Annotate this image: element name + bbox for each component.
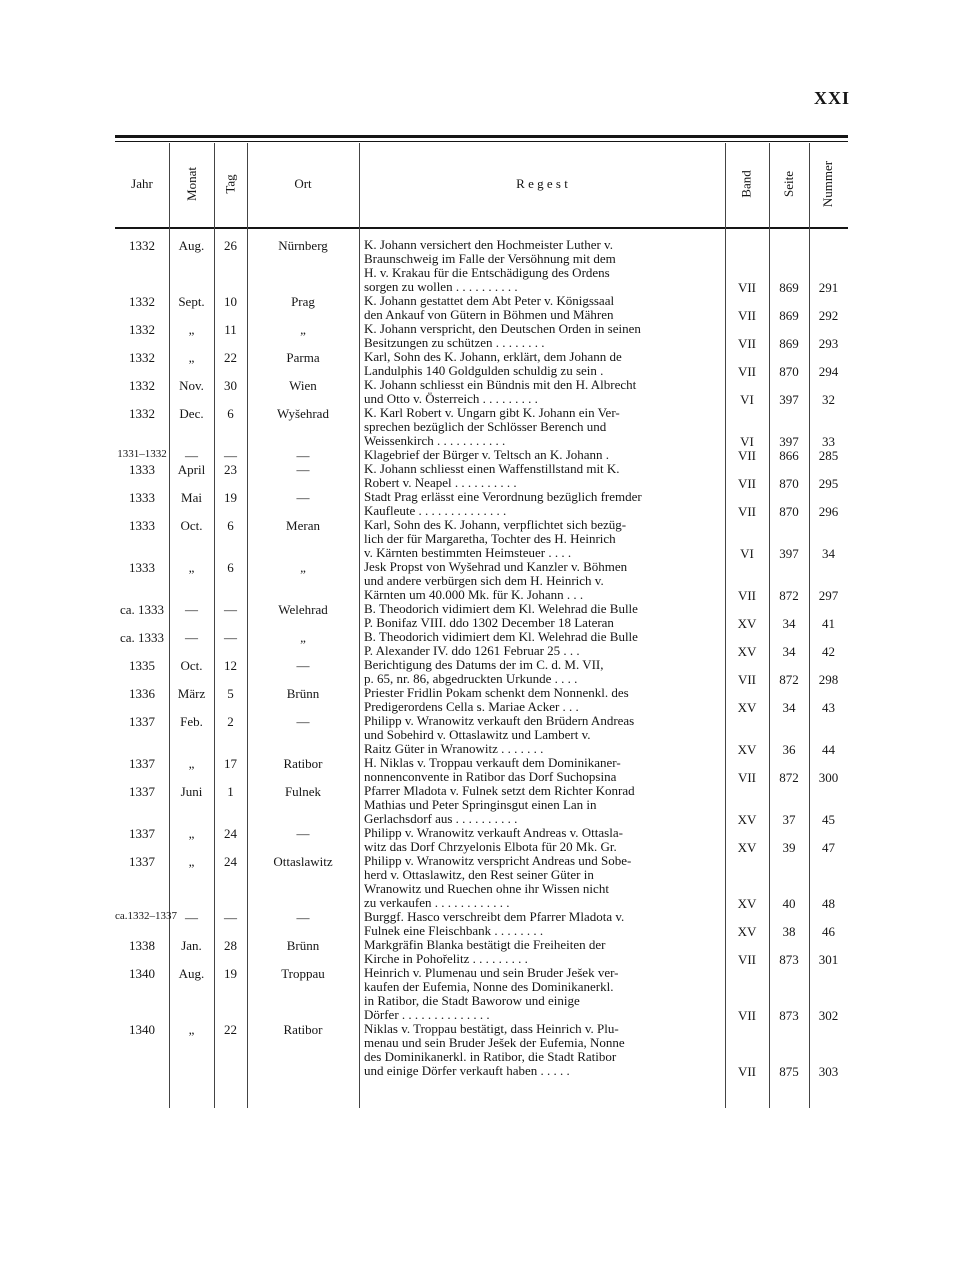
table-row bbox=[0, 518, 960, 560]
regest-line: K. Johann versichert den Hochmeister Luther v. bbox=[364, 238, 613, 252]
cell-ort: „ bbox=[300, 322, 306, 337]
regest-line: Predigerordens Cella s. Mariae Acker . . . bbox=[364, 700, 579, 714]
regest-line: K. Johann schliesst ein Bündnis mit den H. Albrecht bbox=[364, 378, 637, 392]
cell-nummer: 44 bbox=[822, 742, 835, 757]
regest-line: den Ankauf von Gütern in Böhmen und Mähren bbox=[364, 308, 614, 322]
cell-monat: Mai bbox=[181, 490, 202, 505]
cell-seite: 870 bbox=[779, 504, 799, 519]
table-row bbox=[0, 294, 960, 322]
regest-line: Stadt Prag erlässt eine Verordnung bezüglich fremder bbox=[364, 490, 642, 504]
cell-tag: 19 bbox=[224, 490, 237, 505]
header-jahr: Jahr bbox=[131, 176, 153, 191]
cell-ort: Brünn bbox=[286, 686, 320, 701]
cell-regest bbox=[364, 686, 720, 714]
cell-monat: — bbox=[185, 448, 198, 463]
cell-tag: 30 bbox=[224, 378, 237, 393]
regest-line: Philipp v. Wranowitz verkauft den Brüdern Andreas bbox=[364, 714, 635, 728]
regest-line: witz das Dorf Chrzyelonis Elbota für 20 Mk. Gr. bbox=[364, 840, 617, 854]
cell-jahr: 1332 bbox=[129, 294, 155, 309]
table-row bbox=[0, 686, 960, 714]
cell-monat: „ bbox=[188, 322, 195, 337]
cell-jahr: 1333 bbox=[129, 490, 155, 505]
regest-line: Gerlachsdorf aus . . . . . . . . . . bbox=[364, 812, 518, 826]
regest-line: p. 65, nr. 86, abgedruckten Urkunde . . . . bbox=[364, 672, 578, 686]
cell-band: VII bbox=[737, 476, 757, 491]
cell-ort: Nürnberg bbox=[278, 238, 328, 253]
table-row bbox=[0, 462, 960, 490]
cell-band: VI bbox=[740, 434, 754, 449]
cell-regest bbox=[364, 784, 720, 826]
table-row bbox=[0, 784, 960, 826]
cell-tag: 6 bbox=[227, 406, 234, 421]
cell-tag: — bbox=[224, 602, 237, 617]
cell-seite: 869 bbox=[779, 336, 799, 351]
table-row bbox=[0, 658, 960, 686]
header-tag: Tag bbox=[222, 174, 238, 194]
header-nummer: Nummer bbox=[820, 160, 836, 208]
cell-nummer: 45 bbox=[822, 812, 835, 827]
cell-nummer: 48 bbox=[822, 896, 835, 911]
header-top-rule-thin bbox=[115, 141, 848, 142]
cell-ort: — bbox=[296, 490, 310, 505]
cell-band: VII bbox=[737, 280, 757, 295]
cell-seite: 397 bbox=[779, 546, 799, 561]
table-row bbox=[0, 406, 960, 448]
table-row bbox=[0, 938, 960, 966]
cell-nummer: 34 bbox=[822, 546, 835, 561]
cell-ort: — bbox=[296, 462, 310, 477]
cell-nummer: 46 bbox=[822, 924, 835, 939]
cell-band: VII bbox=[737, 448, 757, 463]
cell-monat: „ bbox=[188, 350, 195, 365]
cell-jahr: 1338 bbox=[129, 938, 155, 953]
cell-regest bbox=[364, 378, 720, 406]
cell-regest bbox=[364, 490, 720, 518]
cell-monat: Oct. bbox=[180, 518, 203, 533]
cell-seite: 873 bbox=[779, 952, 799, 967]
cell-nummer: 292 bbox=[818, 308, 839, 323]
cell-band: VI bbox=[740, 392, 754, 407]
regest-line: und einige Dörfer verkauft haben . . . . . bbox=[364, 1064, 570, 1078]
regest-line: in Ratibor, die Stadt Baworow und einige bbox=[364, 994, 580, 1008]
cell-jahr: ca. 1333 bbox=[119, 630, 165, 645]
regest-line: Besitzungen zu schützen . . . . . . . . bbox=[364, 336, 545, 350]
cell-band: VII bbox=[737, 1064, 757, 1079]
cell-tag: — bbox=[224, 448, 237, 463]
cell-tag: 19 bbox=[224, 966, 237, 981]
cell-tag: 12 bbox=[224, 658, 237, 673]
cell-seite: 36 bbox=[782, 742, 796, 757]
regest-line: Niklas v. Troppau bestätigt, dass Heinrich v. Plu- bbox=[364, 1022, 619, 1036]
regest-line: Burggf. Hasco verschreibt dem Pfarrer Mladota v. bbox=[364, 910, 625, 924]
header-ort: Ort bbox=[294, 176, 312, 191]
cell-tag: 5 bbox=[227, 686, 234, 701]
cell-ort: Wien bbox=[289, 378, 317, 393]
cell-monat: Feb. bbox=[180, 714, 203, 729]
cell-seite: 872 bbox=[779, 588, 799, 603]
regest-line: Robert v. Neapel . . . . . . . . . . bbox=[364, 476, 517, 490]
regest-line: Priester Fridlin Pokam schenkt dem Nonnenkl. des bbox=[364, 686, 629, 700]
cell-jahr: 1337 bbox=[129, 784, 155, 799]
cell-nummer: 300 bbox=[818, 770, 839, 785]
cell-regest bbox=[364, 448, 720, 462]
cell-regest bbox=[364, 630, 720, 658]
cell-ort: Ratibor bbox=[283, 1022, 323, 1037]
cell-tag: — bbox=[224, 630, 237, 645]
cell-regest bbox=[364, 238, 720, 294]
cell-jahr: ca. 1333 bbox=[119, 602, 165, 617]
regest-line: des Dominikanerkl. in Ratibor, die Stadt Ratibor bbox=[364, 1050, 617, 1064]
cell-ort: — bbox=[296, 448, 310, 463]
regest-line: sprechen bezüglich der Schlösser Berench und bbox=[364, 420, 607, 434]
cell-nummer: 302 bbox=[818, 1008, 839, 1023]
cell-regest bbox=[364, 462, 720, 490]
cell-jahr: 1332 bbox=[129, 378, 155, 393]
regest-line: B. Theodorich vidimiert dem Kl. Welehrad die Bulle bbox=[364, 630, 638, 644]
regest-line: Philipp v. Wranowitz verkauft Andreas v. Ottasla- bbox=[364, 826, 623, 840]
regest-line: B. Theodorich vidimiert dem Kl. Welehrad die Bulle bbox=[364, 602, 638, 616]
cell-monat: „ bbox=[188, 854, 195, 869]
cell-tag: 22 bbox=[224, 350, 237, 365]
cell-nummer: 301 bbox=[818, 952, 839, 967]
cell-ort: Prag bbox=[291, 294, 315, 309]
cell-monat: Oct. bbox=[180, 658, 203, 673]
cell-nummer: 285 bbox=[818, 448, 839, 463]
regest-line: Karl, Sohn des K. Johann, verpflichtet sich bezüg- bbox=[364, 518, 627, 532]
cell-band: VII bbox=[737, 364, 757, 379]
table-row bbox=[0, 910, 960, 938]
cell-nummer: 298 bbox=[818, 672, 839, 687]
cell-monat: Dec. bbox=[179, 406, 204, 421]
cell-nummer: 296 bbox=[818, 504, 839, 519]
cell-seite: 38 bbox=[782, 924, 796, 939]
table-row bbox=[0, 238, 960, 294]
cell-regest bbox=[364, 910, 720, 938]
regest-line: nonnenconvente in Ratibor das Dorf Suchopsina bbox=[364, 770, 617, 784]
cell-regest bbox=[364, 966, 720, 1022]
cell-regest bbox=[364, 350, 720, 378]
cell-jahr: 1336 bbox=[129, 686, 155, 701]
regest-line: H. Niklas v. Troppau verkauft dem Dominikaner- bbox=[364, 756, 621, 770]
cell-jahr: 1337 bbox=[129, 826, 155, 841]
cell-monat: Jan. bbox=[181, 938, 202, 953]
cell-regest bbox=[364, 854, 720, 910]
regest-line: Markgräfin Blanka bestätigt die Freiheiten der bbox=[364, 938, 606, 952]
cell-regest bbox=[364, 560, 720, 602]
cell-band: VII bbox=[737, 504, 757, 519]
regest-line: herd v. Ottaslawitz, den Rest seiner Güter in bbox=[364, 868, 594, 882]
cell-band: VII bbox=[737, 770, 757, 785]
regest-line: v. Kärnten bestimmten Heimsteuer . . . . bbox=[364, 546, 572, 560]
cell-seite: 872 bbox=[779, 770, 799, 785]
cell-nummer: 32 bbox=[822, 392, 835, 407]
cell-band: VII bbox=[737, 336, 757, 351]
cell-band: XV bbox=[737, 840, 757, 855]
regest-line: Kaufleute . . . . . . . . . . . . . . bbox=[364, 504, 507, 518]
cell-tag: 17 bbox=[224, 756, 237, 771]
cell-band: VII bbox=[737, 672, 757, 687]
table-row bbox=[0, 1022, 960, 1078]
cell-seite: 34 bbox=[782, 644, 796, 659]
cell-seite: 873 bbox=[779, 1008, 799, 1023]
cell-ort: Parma bbox=[286, 350, 320, 365]
regest-line: Jesk Propst von Wyšehrad und Kanzler v. Böhmen bbox=[364, 560, 628, 574]
cell-jahr: 1332 bbox=[129, 350, 155, 365]
cell-jahr: 1332 bbox=[129, 322, 155, 337]
regest-line: K. Karl Robert v. Ungarn gibt K. Johann ein Ver- bbox=[364, 406, 620, 420]
table-row bbox=[0, 854, 960, 910]
cell-tag: 10 bbox=[224, 294, 237, 309]
cell-ort: — bbox=[296, 826, 310, 841]
regest-line: K. Johann schliesst einen Waffenstillstand mit K. bbox=[364, 462, 620, 476]
cell-ort: Fulnek bbox=[284, 784, 322, 799]
cell-jahr: 1332 bbox=[129, 406, 155, 421]
cell-seite: 397 bbox=[779, 434, 799, 449]
header-band: Band bbox=[738, 170, 754, 198]
cell-regest bbox=[364, 518, 720, 560]
cell-tag: 24 bbox=[224, 854, 237, 869]
regest-line: Kärnten um 40.000 Mk. für K. Johann . . . bbox=[364, 588, 584, 602]
regest-line: Wranowitz und Ruechen ohne ihr Wissen nicht bbox=[364, 882, 609, 896]
cell-ort: Brünn bbox=[286, 938, 320, 953]
regest-line: K. Johann verspricht, den Deutschen Orden in seinen bbox=[364, 322, 641, 336]
cell-nummer: 297 bbox=[818, 588, 839, 603]
cell-monat: April bbox=[177, 462, 206, 477]
cell-seite: 40 bbox=[782, 896, 796, 911]
cell-monat: „ bbox=[188, 756, 195, 771]
regest-line: lich der für Margaretha, Tochter des H. Heinrich bbox=[364, 532, 616, 546]
cell-jahr: 1333 bbox=[129, 518, 155, 533]
cell-band: VI bbox=[740, 546, 754, 561]
cell-jahr: 1333 bbox=[129, 560, 155, 575]
cell-seite: 397 bbox=[779, 392, 799, 407]
header-regest: R e g e s t bbox=[516, 176, 568, 191]
cell-tag: 6 bbox=[227, 560, 234, 575]
table-row bbox=[0, 602, 960, 630]
table-row bbox=[0, 630, 960, 658]
regest-line: Klagebrief der Bürger v. Teltsch an K. Johann . bbox=[364, 448, 610, 462]
table-header bbox=[0, 143, 960, 225]
regest-line: Landulphis 140 Goldgulden schuldig zu sein . bbox=[364, 364, 604, 378]
cell-nummer: 295 bbox=[818, 476, 839, 491]
cell-tag: 2 bbox=[227, 714, 234, 729]
cell-tag: 26 bbox=[224, 238, 237, 253]
table-row bbox=[0, 322, 960, 350]
cell-regest bbox=[364, 1022, 720, 1078]
cell-monat: — bbox=[185, 602, 198, 617]
cell-tag: 24 bbox=[224, 826, 237, 841]
cell-monat: „ bbox=[188, 826, 195, 841]
cell-nummer: 33 bbox=[822, 434, 835, 449]
cell-jahr: 1335 bbox=[129, 658, 155, 673]
table-row bbox=[0, 560, 960, 602]
cell-seite: 875 bbox=[779, 1064, 799, 1079]
cell-monat: Juni bbox=[180, 784, 203, 799]
cell-seite: 34 bbox=[782, 700, 796, 715]
cell-seite: 870 bbox=[779, 364, 799, 379]
cell-monat: März bbox=[177, 686, 206, 701]
cell-regest bbox=[364, 756, 720, 784]
regest-line: und andere verbürgen sich dem H. Heinrich v. bbox=[364, 574, 604, 588]
cell-regest bbox=[364, 938, 720, 966]
cell-monat: Nov. bbox=[179, 378, 204, 393]
cell-monat: Sept. bbox=[178, 294, 205, 309]
cell-monat: — bbox=[185, 910, 198, 925]
regest-line: sorgen zu wollen . . . . . . . . . . bbox=[364, 280, 518, 294]
cell-band: XV bbox=[737, 924, 757, 939]
cell-ort: „ bbox=[300, 560, 306, 575]
cell-ort: — bbox=[296, 910, 310, 925]
table-row bbox=[0, 350, 960, 378]
cell-nummer: 43 bbox=[822, 700, 835, 715]
cell-jahr: 1337 bbox=[129, 714, 155, 729]
cell-seite: 869 bbox=[779, 280, 799, 295]
regest-line: und Otto v. Österreich . . . . . . . . . bbox=[364, 392, 538, 406]
regest-line: und Sobehird v. Ottaslawitz und Lambert v. bbox=[364, 728, 591, 742]
cell-seite: 37 bbox=[782, 812, 796, 827]
regest-line: Braunschweig im Falle der Versöhnung mit dem bbox=[364, 252, 616, 266]
cell-tag: 28 bbox=[224, 938, 237, 953]
cell-nummer: 42 bbox=[822, 644, 835, 659]
cell-band: XV bbox=[737, 616, 757, 631]
cell-jahr: ca.1332–1337 bbox=[115, 910, 178, 922]
cell-band: XV bbox=[737, 644, 757, 659]
regest-line: Philipp v. Wranowitz verspricht Andreas und Sobe- bbox=[364, 854, 632, 868]
regest-line: K. Johann gestattet dem Abt Peter v. Königssaal bbox=[364, 294, 615, 308]
cell-band: XV bbox=[737, 896, 757, 911]
regest-line: Pfarrer Mladota v. Fulnek setzt dem Richter Konrad bbox=[364, 784, 635, 798]
table-row bbox=[0, 378, 960, 406]
cell-regest bbox=[364, 658, 720, 686]
cell-monat: „ bbox=[188, 1022, 195, 1037]
cell-band: XV bbox=[737, 700, 757, 715]
cell-tag: 6 bbox=[227, 518, 234, 533]
cell-tag: 22 bbox=[224, 1022, 237, 1037]
cell-band: VII bbox=[737, 952, 757, 967]
header-top-rule bbox=[115, 135, 848, 138]
cell-seite: 869 bbox=[779, 308, 799, 323]
regest-line: Karl, Sohn des K. Johann, erklärt, dem Johann de bbox=[364, 350, 622, 364]
cell-jahr: 1333 bbox=[129, 462, 155, 477]
cell-band: VII bbox=[737, 1008, 757, 1023]
cell-tag: 11 bbox=[224, 322, 237, 337]
table-row bbox=[0, 448, 960, 462]
cell-ort: „ bbox=[300, 630, 306, 645]
cell-monat: Aug. bbox=[178, 966, 205, 981]
cell-ort: — bbox=[296, 658, 310, 673]
table-row bbox=[0, 756, 960, 784]
regest-line: Kirche in Pohořelitz . . . . . . . . . bbox=[364, 952, 528, 966]
header-bottom-rule bbox=[115, 227, 848, 229]
cell-monat: Aug. bbox=[178, 238, 205, 253]
cell-regest bbox=[364, 294, 720, 322]
regest-line: Raitz Güter in Wranowitz . . . . . . . bbox=[364, 742, 544, 756]
cell-seite: 866 bbox=[779, 448, 799, 463]
regest-line: Dörfer . . . . . . . . . . . . . . bbox=[364, 1008, 490, 1022]
cell-ort: Ratibor bbox=[283, 756, 323, 771]
cell-seite: 34 bbox=[782, 616, 796, 631]
regest-line: kaufen der Eufemia, Nonne des Dominikanerkl. bbox=[364, 980, 614, 994]
regest-line: Fulnek eine Fleischbank . . . . . . . . bbox=[364, 924, 544, 938]
table-row bbox=[0, 966, 960, 1022]
cell-monat: — bbox=[185, 630, 198, 645]
cell-band: VII bbox=[737, 588, 757, 603]
cell-regest bbox=[364, 322, 720, 350]
table-row bbox=[0, 490, 960, 518]
cell-band: XV bbox=[737, 742, 757, 757]
cell-nummer: 47 bbox=[822, 840, 835, 855]
regest-line: P. Bonifaz VIII. ddo 1302 December 18 Lateran bbox=[364, 616, 614, 630]
regest-line: Weissenkirch . . . . . . . . . . . bbox=[364, 434, 506, 448]
cell-tag: — bbox=[224, 910, 237, 925]
cell-ort: Wyšehrad bbox=[277, 406, 329, 421]
cell-nummer: 303 bbox=[818, 1064, 839, 1079]
header-monat: Monat bbox=[183, 167, 199, 201]
cell-nummer: 291 bbox=[818, 280, 839, 295]
regest-line: H. v. Krakau für die Entschädigung des Ordens bbox=[364, 266, 610, 280]
cell-band: XV bbox=[737, 812, 757, 827]
cell-monat: „ bbox=[188, 560, 195, 575]
cell-seite: 39 bbox=[782, 840, 796, 855]
cell-ort: Ottaslawitz bbox=[273, 854, 333, 869]
cell-regest bbox=[364, 602, 720, 630]
page-number: XXI bbox=[813, 88, 850, 108]
cell-band: VII bbox=[737, 308, 757, 323]
regest-line: Berichtigung des Datums der im C. d. M. VII, bbox=[364, 658, 604, 672]
cell-seite: 872 bbox=[779, 672, 799, 687]
regest-line: P. Alexander IV. ddo 1261 Februar 25 . . . bbox=[364, 644, 580, 658]
regest-line: menau und sein Bruder Ješek der Eufemia, Nonne bbox=[364, 1036, 625, 1050]
cell-nummer: 294 bbox=[818, 364, 839, 379]
cell-tag: 23 bbox=[224, 462, 237, 477]
cell-regest bbox=[364, 826, 720, 854]
cell-ort: Meran bbox=[286, 518, 320, 533]
cell-ort: — bbox=[296, 714, 310, 729]
cell-regest bbox=[364, 406, 720, 448]
cell-jahr: 1340 bbox=[129, 966, 155, 981]
cell-ort: Troppau bbox=[281, 966, 325, 981]
table-row bbox=[0, 714, 960, 756]
cell-seite: 870 bbox=[779, 476, 799, 491]
cell-ort: Welehrad bbox=[278, 602, 328, 617]
cell-nummer: 41 bbox=[822, 616, 835, 631]
cell-regest bbox=[364, 714, 720, 756]
header-seite: Seite bbox=[781, 171, 796, 197]
cell-jahr: 1332 bbox=[129, 238, 155, 253]
regest-line: Mathias und Peter Springinsgut einen Lan in bbox=[364, 798, 597, 812]
cell-jahr: 1331–1332 bbox=[117, 448, 167, 460]
cell-jahr: 1337 bbox=[129, 756, 155, 771]
cell-tag: 1 bbox=[227, 784, 234, 799]
cell-nummer: 293 bbox=[818, 336, 839, 351]
regest-line: zu verkaufen . . . . . . . . . . . . bbox=[364, 896, 510, 910]
table-row bbox=[0, 826, 960, 854]
regest-line: Heinrich v. Plumenau und sein Bruder Ješek ver- bbox=[364, 966, 619, 980]
cell-jahr: 1340 bbox=[129, 1022, 155, 1037]
cell-jahr: 1337 bbox=[129, 854, 155, 869]
